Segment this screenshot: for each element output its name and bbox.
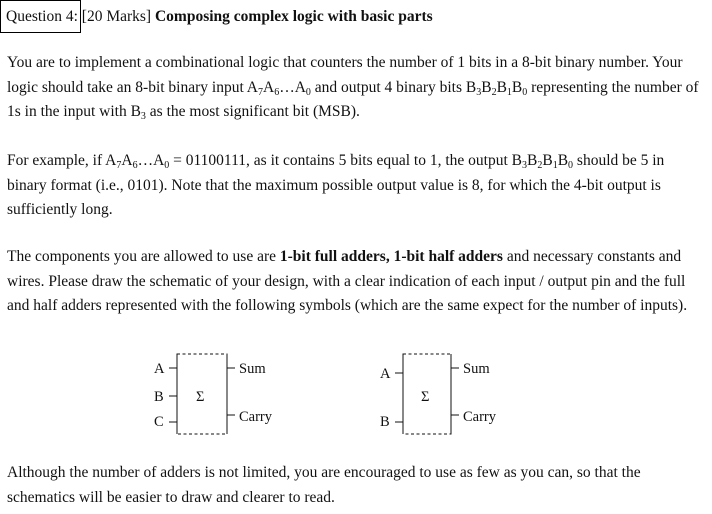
- half-adder-output-sum: Sum: [463, 361, 490, 377]
- question-marks: [20 Marks]: [81, 8, 152, 25]
- paragraph-components: The components you are allowed to use are 1-bit full adders, 1-bit half adders and necessary constants and wires. Please draw the schematic of your design, with a clear indication of each input / output pin and the full and half adders represented with the following symbols (which are the same expect for the number of inputs).: [7, 248, 688, 314]
- full-adder-output-sum: Sum: [239, 361, 266, 377]
- full-adder-symbol: [140, 354, 273, 434]
- full-adder-sigma: Σ: [196, 389, 205, 405]
- question-header: [0, 0, 706, 33]
- half-adder-input-b: B: [380, 414, 390, 430]
- full-adder-input-c: C: [154, 414, 164, 430]
- half-adder-output-carry: Carry: [463, 409, 497, 425]
- question-number: Question 4:: [6, 8, 78, 25]
- paragraph-task: You are to implement a combinational logic that counters the number of 1 bits in a 8-bit binary number. Your logic should take an 8-bit binary input $A_7A_6\dots A_0$ and output 4 binary bits $B_3B_2B_1B_0$ representing the number of 1s in the input with $B_3$ as the most significant bit (MSB).: [7, 54, 699, 122]
- components-bold: 1-bit full adders, 1-bit half adders: [279, 248, 503, 265]
- paragraph-example: For example, if $A_7A_6\dots A_0 = 01100111$, as it contains 5 bits equal to 1, the output $B_3B_2B_1B_0$ should be 5 in binary format (i.e., 0101). Note that the maximum possible output value is 8, for which the 4-bit output is sufficiently long.: [7, 152, 665, 218]
- adder-symbols-diagram: [140, 348, 560, 448]
- half-adder-symbol: [380, 354, 497, 434]
- full-adder-input-b: B: [154, 389, 164, 405]
- half-adder-input-a: A: [380, 366, 391, 382]
- full-adder-output-carry: Carry: [239, 409, 273, 425]
- half-adder-sigma: Σ: [421, 389, 430, 405]
- full-adder-input-a: A: [154, 361, 165, 377]
- question-heading: Composing complex logic with basic parts: [154, 8, 433, 25]
- paragraph-closing: Although the number of adders is not limited, you are encouraged to use as few as you can, so that the schematics will be easier to draw and clearer to read.: [7, 464, 641, 506]
